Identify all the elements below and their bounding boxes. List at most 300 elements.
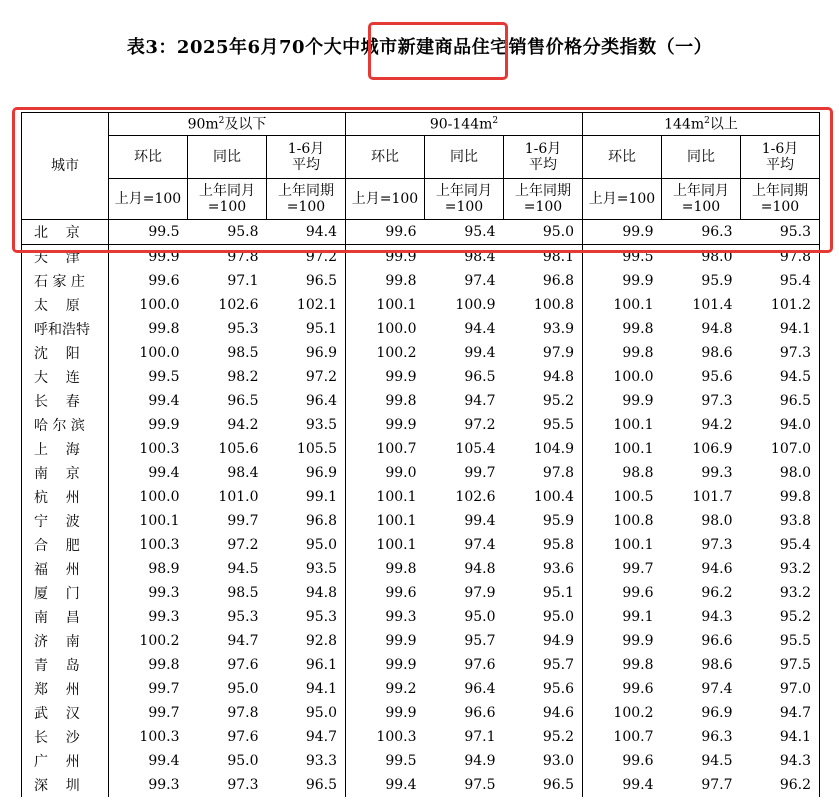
group-header [346, 113, 583, 136]
index-value: 97.4 [701, 681, 733, 697]
index-value: 100.8 [613, 513, 654, 529]
measure-header-line: 平均 [766, 157, 794, 173]
index-value: 96.3 [701, 729, 733, 745]
index-value: 101.7 [692, 489, 733, 505]
index-value: 100.7 [376, 441, 417, 457]
table-row [22, 725, 820, 749]
index-value: 98.6 [701, 345, 733, 361]
index-value: 99.6 [622, 681, 654, 697]
index-value: 94.5 [701, 753, 733, 769]
measure-header-line: 环比 [371, 148, 399, 165]
index-value: 97.6 [464, 657, 496, 673]
index-value: 95.4 [741, 533, 820, 557]
index-value: 99.4 [622, 777, 654, 793]
group-label: 90-144m [429, 116, 493, 133]
index-value: 99.3 [701, 465, 733, 481]
index-value: 98.5 [227, 585, 259, 601]
index-value: 96.6 [701, 633, 733, 649]
base-header-line: 上月=100 [114, 190, 182, 207]
index-value: 97.6 [227, 729, 259, 745]
measure-header-line: 同比 [213, 148, 241, 165]
measure-header-line: 同比 [450, 148, 478, 165]
table-row [22, 749, 820, 773]
table-row [22, 701, 820, 725]
index-value: 99.8 [622, 657, 654, 673]
measure-header [109, 136, 188, 179]
index-value: 99.9 [385, 657, 417, 673]
measure-header [346, 136, 425, 179]
table-title [0, 33, 839, 59]
city-name: 福 州 [22, 557, 109, 581]
measure-header-line: 环比 [134, 148, 162, 165]
header-row-measures [22, 136, 820, 179]
base-header-line: 上月=100 [351, 190, 419, 207]
index-value: 97.5 [464, 777, 496, 793]
base-header-line: 上年同月 [199, 182, 255, 199]
table-row [22, 509, 820, 533]
index-value: 95.2 [504, 725, 583, 749]
index-value: 102.6 [218, 297, 259, 313]
index-value: 97.6 [227, 657, 259, 673]
table-row [22, 605, 820, 629]
base-header [583, 179, 662, 220]
index-value: 100.0 [139, 345, 180, 361]
group-label-sup: 2 [492, 115, 499, 126]
index-value: 99.3 [385, 609, 417, 625]
index-value: 99.0 [385, 465, 417, 481]
index-value: 96.2 [701, 585, 733, 601]
table-row [22, 773, 820, 797]
index-value: 95.7 [504, 653, 583, 677]
index-value: 94.9 [464, 753, 496, 769]
index-value: 97.3 [741, 341, 820, 365]
index-value: 99.5 [148, 369, 180, 385]
index-value: 96.5 [267, 773, 346, 797]
index-value: 104.9 [504, 437, 583, 461]
table-row [22, 293, 820, 317]
index-value: 100.1 [613, 441, 654, 457]
index-value: 94.8 [504, 365, 583, 389]
index-value: 93.0 [504, 749, 583, 773]
base-header-line: =100 [523, 199, 563, 215]
table-row [22, 437, 820, 461]
index-value: 95.0 [267, 533, 346, 557]
index-value: 97.2 [464, 417, 496, 433]
city-header [22, 113, 109, 220]
group-label-sup: 2 [218, 115, 225, 126]
city-name: 合 肥 [22, 533, 109, 557]
index-value: 93.9 [504, 317, 583, 341]
base-header-line: 上年同期 [515, 182, 571, 199]
index-value: 102.1 [267, 293, 346, 317]
table-row [22, 533, 820, 557]
index-value: 99.3 [148, 609, 180, 625]
index-value: 100.0 [139, 489, 180, 505]
base-header-line: 上年同期 [752, 182, 808, 199]
index-value: 98.0 [741, 461, 820, 485]
index-value: 99.7 [227, 513, 259, 529]
index-value: 99.7 [464, 465, 496, 481]
title-prefix: 表3：2025年6月70个大中城市 [126, 37, 398, 58]
city-name: 深 圳 [22, 773, 109, 797]
index-value: 94.3 [701, 609, 733, 625]
group-label-sup: 2 [704, 115, 710, 126]
table-row [22, 389, 820, 413]
base-header-line: 上月=100 [588, 190, 656, 207]
city-name: 广 州 [22, 749, 109, 773]
index-value: 99.8 [385, 393, 417, 409]
index-value: 94.8 [267, 581, 346, 605]
base-header-line: =100 [444, 199, 484, 215]
index-value: 96.9 [701, 705, 733, 721]
index-value: 106.9 [692, 441, 733, 457]
index-value: 99.9 [148, 417, 180, 433]
table-row [22, 269, 820, 293]
index-value: 95.4 [741, 269, 820, 293]
index-value: 99.4 [148, 465, 180, 481]
index-value: 98.4 [227, 465, 259, 481]
index-value: 94.5 [741, 365, 820, 389]
base-header-line: 上年同期 [278, 182, 334, 199]
measure-header-line: 1-6月 [524, 140, 562, 157]
index-value: 99.4 [464, 345, 496, 361]
index-value: 99.4 [385, 777, 417, 793]
index-value: 99.3 [148, 777, 180, 793]
index-value: 95.9 [504, 509, 583, 533]
index-value: 96.5 [464, 369, 496, 385]
index-value: 96.5 [504, 773, 583, 797]
index-value: 94.8 [701, 321, 733, 337]
city-name: 南 昌 [22, 605, 109, 629]
city-name: 长 春 [22, 389, 109, 413]
index-value: 95.3 [267, 605, 346, 629]
index-value: 95.5 [741, 629, 820, 653]
index-value: 94.7 [267, 725, 346, 749]
table-row [22, 653, 820, 677]
index-value: 96.2 [741, 773, 820, 797]
index-value: 97.3 [701, 537, 733, 553]
city-name: 呼和浩特 [22, 317, 109, 341]
index-value: 100.3 [139, 537, 180, 553]
city-name: 哈 尔 滨 [22, 413, 109, 437]
index-value: 96.6 [464, 705, 496, 721]
index-value: 95.4 [425, 220, 504, 245]
index-value: 99.4 [464, 513, 496, 529]
table-row [22, 557, 820, 581]
index-value: 95.8 [188, 220, 267, 245]
index-value: 99.1 [267, 485, 346, 509]
group-label-rest: 以上 [709, 116, 738, 133]
index-value: 95.2 [504, 389, 583, 413]
index-value: 107.0 [741, 437, 820, 461]
index-value: 95.3 [227, 609, 259, 625]
index-value: 100.4 [504, 485, 583, 509]
index-value: 93.2 [741, 557, 820, 581]
index-value: 99.6 [148, 273, 180, 289]
city-name: 天 津 [22, 245, 109, 270]
index-value: 94.1 [741, 317, 820, 341]
index-value: 99.9 [385, 633, 417, 649]
index-value: 93.3 [267, 749, 346, 773]
table-row [22, 317, 820, 341]
city-name: 太 原 [22, 293, 109, 317]
base-header [741, 179, 820, 220]
index-value: 95.1 [504, 581, 583, 605]
index-value: 95.9 [701, 273, 733, 289]
index-value: 97.7 [701, 777, 733, 793]
index-value: 99.9 [148, 249, 180, 265]
index-value: 99.7 [148, 705, 180, 721]
index-value: 96.8 [267, 509, 346, 533]
index-value: 97.4 [464, 537, 496, 553]
index-value: 97.2 [267, 245, 346, 270]
group-header [583, 113, 820, 136]
index-value: 96.5 [267, 269, 346, 293]
price-index-table [21, 112, 820, 797]
index-value: 100.2 [376, 345, 417, 361]
index-value: 100.3 [139, 729, 180, 745]
index-value: 98.0 [701, 513, 733, 529]
index-value: 100.1 [376, 297, 417, 313]
index-value: 99.8 [622, 321, 654, 337]
index-value: 99.6 [385, 585, 417, 601]
index-value: 95.0 [227, 753, 259, 769]
index-value: 94.6 [504, 701, 583, 725]
index-value: 93.6 [504, 557, 583, 581]
index-value: 95.6 [701, 369, 733, 385]
index-value: 96.9 [267, 341, 346, 365]
city-name: 郑 州 [22, 677, 109, 701]
index-value: 100.9 [455, 297, 496, 313]
index-value: 96.3 [662, 220, 741, 245]
index-value: 94.4 [464, 321, 496, 337]
measure-header-line: 环比 [608, 148, 636, 165]
index-value: 99.9 [622, 633, 654, 649]
index-value: 95.3 [741, 220, 820, 245]
measure-header-line: 1-6月 [761, 140, 799, 157]
index-value: 93.8 [741, 509, 820, 533]
index-value: 100.3 [139, 441, 180, 457]
table-row [22, 461, 820, 485]
table-row [22, 220, 820, 245]
city-name: 南 京 [22, 461, 109, 485]
index-value: 97.4 [464, 273, 496, 289]
measure-header [188, 136, 267, 179]
index-value: 99.8 [385, 561, 417, 577]
index-value: 95.1 [267, 317, 346, 341]
table-row [22, 629, 820, 653]
table-row [22, 413, 820, 437]
index-value: 98.5 [227, 345, 259, 361]
index-value: 93.5 [267, 413, 346, 437]
index-value: 100.1 [613, 417, 654, 433]
city-name: 武 汉 [22, 701, 109, 725]
group-header [109, 113, 346, 136]
index-value: 97.8 [227, 705, 259, 721]
table-row [22, 677, 820, 701]
index-value: 92.8 [267, 629, 346, 653]
index-value: 94.1 [741, 725, 820, 749]
index-value: 95.0 [464, 609, 496, 625]
table-row [22, 581, 820, 605]
index-value: 96.1 [267, 653, 346, 677]
index-value: 99.4 [148, 393, 180, 409]
index-value: 96.8 [504, 269, 583, 293]
index-value: 101.2 [741, 293, 820, 317]
index-value: 97.1 [464, 729, 496, 745]
index-value: 97.3 [227, 777, 259, 793]
index-value: 97.5 [741, 653, 820, 677]
index-value: 94.7 [464, 393, 496, 409]
base-header-line: =100 [286, 199, 326, 215]
index-value: 94.5 [227, 561, 259, 577]
city-name: 石 家 庄 [22, 269, 109, 293]
city-name: 长 沙 [22, 725, 109, 749]
index-value: 95.2 [741, 605, 820, 629]
index-value: 97.8 [741, 245, 820, 270]
index-value: 105.5 [267, 437, 346, 461]
index-value: 99.7 [148, 681, 180, 697]
base-header-line: 上年同月 [673, 182, 729, 199]
index-value: 99.8 [741, 485, 820, 509]
measure-header-line: 平均 [529, 157, 557, 173]
index-value: 98.9 [148, 561, 180, 577]
index-value: 93.2 [741, 581, 820, 605]
measure-header [267, 136, 346, 179]
index-value: 99.9 [583, 220, 662, 245]
index-value: 99.9 [385, 249, 417, 265]
index-value: 94.2 [701, 417, 733, 433]
index-value: 98.4 [464, 249, 496, 265]
base-header [662, 179, 741, 220]
index-value: 94.3 [741, 749, 820, 773]
index-value: 95.5 [504, 413, 583, 437]
table-row [22, 485, 820, 509]
city-name: 青 岛 [22, 653, 109, 677]
index-value: 95.7 [464, 633, 496, 649]
index-value: 99.5 [385, 753, 417, 769]
measure-header [583, 136, 662, 179]
table-row [22, 341, 820, 365]
base-header [425, 179, 504, 220]
index-value: 100.2 [613, 705, 654, 721]
index-value: 101.4 [692, 297, 733, 313]
index-value: 99.8 [622, 345, 654, 361]
index-value: 95.0 [227, 681, 259, 697]
index-value: 100.1 [376, 537, 417, 553]
index-value: 100.1 [613, 537, 654, 553]
index-value: 97.9 [464, 585, 496, 601]
base-header-line: =100 [681, 199, 721, 215]
title-suffix: 销售价格分类指数（一） [508, 37, 713, 58]
index-value: 95.8 [504, 533, 583, 557]
city-name: 大 连 [22, 365, 109, 389]
index-value: 99.6 [346, 220, 425, 245]
index-value: 94.1 [267, 677, 346, 701]
index-value: 99.1 [622, 609, 654, 625]
base-header [109, 179, 188, 220]
index-value: 102.6 [455, 489, 496, 505]
city-name: 沈 阳 [22, 341, 109, 365]
index-value: 95.0 [267, 701, 346, 725]
base-header-line: =100 [207, 199, 247, 215]
index-value: 100.3 [376, 729, 417, 745]
base-header [346, 179, 425, 220]
base-header [267, 179, 346, 220]
index-value: 97.9 [504, 341, 583, 365]
index-value: 99.9 [622, 393, 654, 409]
index-value: 97.8 [504, 461, 583, 485]
index-value: 95.0 [504, 605, 583, 629]
base-header [504, 179, 583, 220]
index-value: 99.7 [622, 561, 654, 577]
group-label: 90m [187, 116, 219, 133]
city-name: 济 南 [22, 629, 109, 653]
index-value: 97.8 [227, 249, 259, 265]
index-value: 94.0 [741, 413, 820, 437]
index-value: 99.8 [148, 321, 180, 337]
base-header [188, 179, 267, 220]
index-value: 100.0 [613, 369, 654, 385]
table-row [22, 245, 820, 270]
measure-header-line: 同比 [687, 148, 715, 165]
measure-header [741, 136, 820, 179]
index-value: 97.2 [227, 537, 259, 553]
city-name: 北 京 [22, 220, 109, 245]
index-value: 98.6 [701, 657, 733, 673]
measure-header [662, 136, 741, 179]
index-value: 96.4 [267, 389, 346, 413]
measure-header [425, 136, 504, 179]
header-row-groups [22, 113, 820, 136]
index-value: 98.8 [622, 465, 654, 481]
index-value: 100.1 [613, 297, 654, 313]
measure-header-line: 1-6月 [287, 140, 325, 157]
city-name: 杭 州 [22, 485, 109, 509]
table-row [22, 365, 820, 389]
index-value: 97.2 [267, 365, 346, 389]
index-value: 94.6 [701, 561, 733, 577]
index-value: 105.4 [455, 441, 496, 457]
index-value: 99.8 [148, 657, 180, 673]
index-value: 93.5 [267, 557, 346, 581]
index-value: 98.2 [227, 369, 259, 385]
city-name: 宁 波 [22, 509, 109, 533]
index-value: 99.6 [622, 753, 654, 769]
index-value: 99.9 [385, 417, 417, 433]
index-value: 99.9 [622, 273, 654, 289]
index-value: 100.0 [376, 321, 417, 337]
index-value: 96.5 [741, 389, 820, 413]
index-value: 94.7 [227, 633, 259, 649]
index-value: 100.7 [613, 729, 654, 745]
city-name: 上 海 [22, 437, 109, 461]
index-value: 99.5 [622, 249, 654, 265]
index-value: 100.1 [139, 513, 180, 529]
index-value: 94.2 [227, 417, 259, 433]
index-value: 99.6 [622, 585, 654, 601]
group-label: 144m [664, 116, 705, 133]
index-value: 99.8 [385, 273, 417, 289]
index-value: 100.2 [139, 633, 180, 649]
index-value: 98.1 [504, 245, 583, 270]
index-value: 99.5 [109, 220, 188, 245]
index-value: 99.4 [148, 753, 180, 769]
index-value: 96.4 [464, 681, 496, 697]
index-value: 96.9 [267, 461, 346, 485]
city-name: 厦 门 [22, 581, 109, 605]
index-value: 96.5 [227, 393, 259, 409]
